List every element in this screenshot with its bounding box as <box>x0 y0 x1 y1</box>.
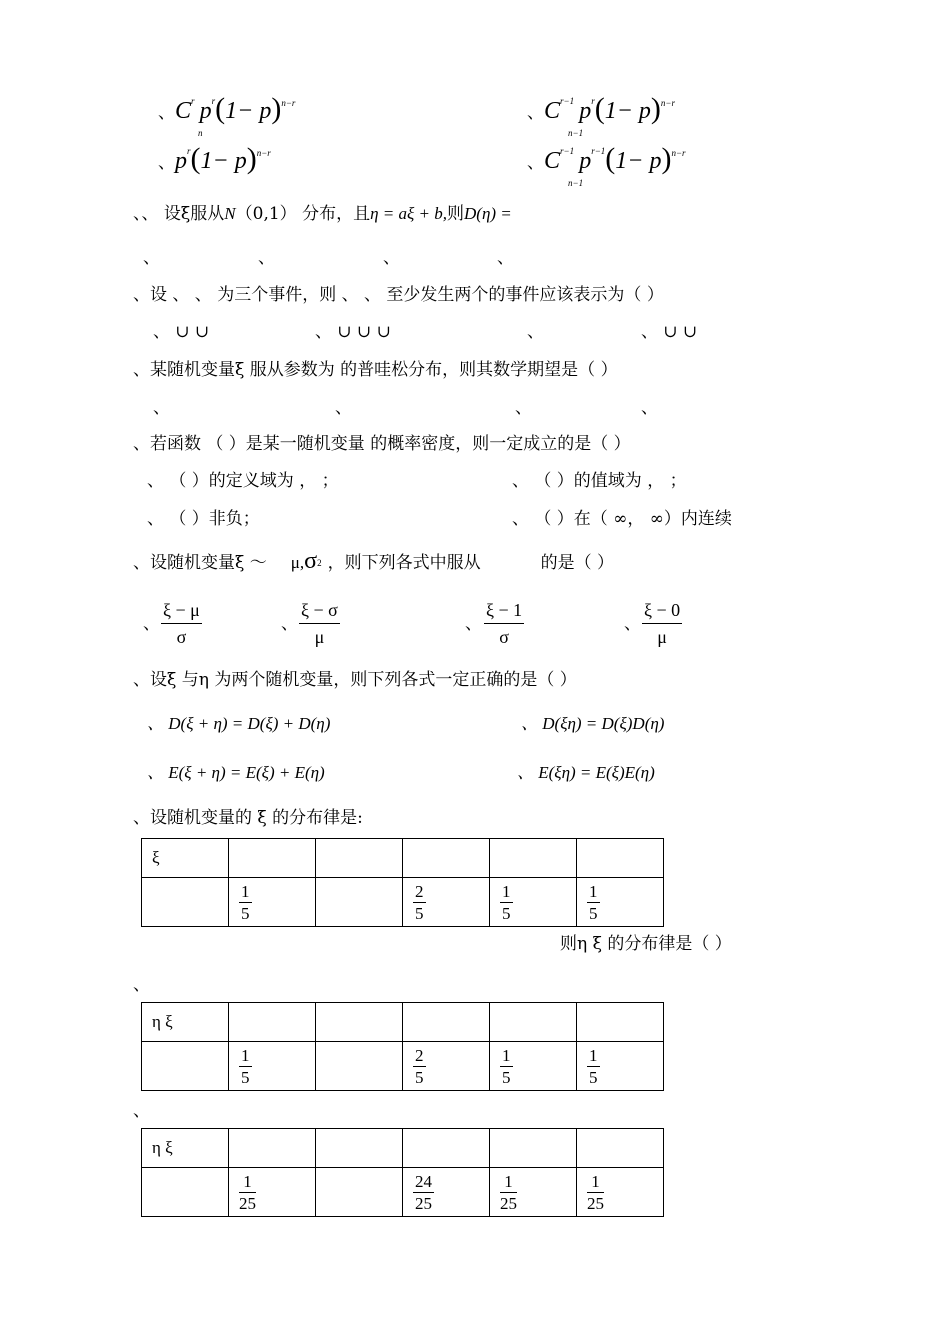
q5-option-d-mark: 、 <box>624 614 641 634</box>
q2-option-c: 、 <box>527 322 544 342</box>
math-p: p <box>175 148 187 174</box>
fraction-denominator: μ <box>314 627 325 647</box>
fraction-numerator: 2 <box>415 881 424 901</box>
q4-option-c: 、 （ ）非负； <box>147 509 260 529</box>
q1-stem <box>133 204 512 224</box>
q6-option-a: 、 D(ξ + η) = D(ξ) + D(η) <box>147 714 331 733</box>
q5-option-d-fraction <box>642 600 682 648</box>
q5-stem-sq: 2 <box>317 558 322 568</box>
table-cell <box>229 1129 316 1168</box>
q2-option-b: 、 ∪ ∪ ∪ <box>315 322 391 342</box>
table-cell <box>577 1003 664 1042</box>
q0-option-b: 、$C^{r-1}$ $p^r(1- p)^{n-r}$ <box>527 92 675 125</box>
table-cell <box>403 839 490 878</box>
math-sub: n−1 <box>568 178 584 188</box>
math-p: p <box>199 98 212 124</box>
fraction-denominator: μ <box>657 627 667 647</box>
fraction <box>413 1045 426 1088</box>
q5-option-b-mark: 、 <box>281 614 298 634</box>
table-prob-row <box>142 1168 664 1217</box>
table-header-row <box>142 1003 664 1042</box>
q3-stem: 、某随机变量ξ 服从参数为 的普哇松分布，则其数学期望是（ ） <box>133 360 618 380</box>
fraction-denominator: 5 <box>502 903 511 923</box>
fraction-denominator: 5 <box>502 1067 511 1087</box>
fraction-numerator: 24 <box>415 1171 432 1191</box>
fraction-numerator: 1 <box>241 881 250 901</box>
table-cell <box>490 1168 577 1217</box>
q1-option-c: 、 <box>383 248 400 268</box>
q7-option-b-table <box>141 1128 664 1217</box>
fraction-denominator: 5 <box>241 1067 250 1087</box>
fraction-numerator: 1 <box>500 1171 517 1193</box>
math-sup: r <box>187 146 191 156</box>
option-mark: 、 <box>527 103 544 123</box>
fraction-numerator: 1 <box>589 881 598 901</box>
table-cell <box>577 839 664 878</box>
q5-option-c-fraction <box>484 600 524 648</box>
table-cell <box>229 878 316 927</box>
table-cell <box>403 1003 490 1042</box>
q6-option-d: 、 E(ξη) = E(ξ)E(η) <box>517 763 655 782</box>
table-cell <box>490 1129 577 1168</box>
q6-stem: 、设ξ 与η 为两个随机变量，则下列各式一定正确的是（ ） <box>133 670 577 690</box>
fraction-numerator: 1 <box>502 881 511 901</box>
table-prob-row <box>142 878 664 927</box>
q3-option-b: 、 <box>335 398 352 418</box>
table-cell <box>490 1003 577 1042</box>
table-cell <box>229 1042 316 1091</box>
table-cell <box>577 878 664 927</box>
q7-option-b-mark: 、 <box>133 1101 150 1121</box>
q1-stem-D: D(η) = <box>464 204 512 223</box>
q1-stem-N: N <box>224 204 236 223</box>
q7-distribution-table <box>141 838 664 927</box>
math-exp: n−r <box>256 148 271 158</box>
q5-option-b-fraction <box>299 600 340 648</box>
q4-option-a: 、 （ ）的定义域为 ， ； <box>147 471 339 491</box>
math-sup: r <box>591 96 595 106</box>
table-cell <box>403 878 490 927</box>
q6-option-c: 、 E(ξ + η) = E(ξ) + E(η) <box>147 763 325 782</box>
q1-option-d: 、 <box>497 248 514 268</box>
table-cell <box>316 878 403 927</box>
math-sub: n−1 <box>568 128 584 138</box>
fraction-numerator: 1 <box>239 1171 256 1193</box>
math-sup: r <box>191 96 195 106</box>
q1-stem-mid: （0,1） 分布，且 <box>235 204 371 224</box>
table-header-row <box>142 1129 664 1168</box>
fraction <box>500 1045 513 1088</box>
q3-option-c: 、 <box>515 398 532 418</box>
q0-option-c: 、$p^r(1- p)^{n-r}$ <box>158 142 271 175</box>
q5-stem-mu: μ, <box>290 553 305 572</box>
option-mark: 、 <box>158 153 175 173</box>
math-sup: r−1 <box>560 96 575 106</box>
math-one-minus-p: 1− p <box>604 98 651 124</box>
table-cell <box>316 1168 403 1217</box>
option-mark: 、 <box>158 103 175 123</box>
fraction <box>413 881 426 924</box>
fraction-numerator: 1 <box>587 1171 604 1193</box>
q0-option-d: 、$C^{r-1}$ $p^{r-1}(1- p)^{n-r}$ <box>527 142 686 175</box>
table-cell <box>316 1129 403 1168</box>
q1-option-a: 、 <box>143 248 160 268</box>
fraction-numerator: ξ − 0 <box>642 600 682 624</box>
fraction-denominator: 25 <box>239 1193 256 1213</box>
q1-stem-then: 则 <box>447 204 464 224</box>
q3-option-d: 、 <box>641 398 658 418</box>
fraction-denominator: 5 <box>589 903 598 923</box>
table-cell <box>316 1042 403 1091</box>
q7-option-a-mark: 、 <box>133 975 150 995</box>
fraction <box>500 881 513 924</box>
table-cell <box>403 1168 490 1217</box>
fraction-denominator: σ <box>499 627 509 647</box>
fraction <box>239 881 252 924</box>
math-one-minus-p: 1− p <box>200 148 247 174</box>
fraction <box>500 1171 517 1214</box>
math-sup: r <box>211 96 216 106</box>
q5-stem-a: 、设随机变量ξ ～ <box>133 553 267 573</box>
fraction-denominator: 5 <box>415 903 424 923</box>
fraction <box>239 1171 256 1214</box>
math-sup: r−1 <box>560 146 575 156</box>
math-exp: n−r <box>671 148 686 158</box>
table-prob-row <box>142 1042 664 1091</box>
q5-stem-sigma: σ <box>304 548 318 574</box>
table-cell <box>142 878 229 927</box>
table-cell <box>142 1168 229 1217</box>
q5-stem-b: ，则下列各式中服从 <box>327 553 481 573</box>
q5-option-a-mark: 、 <box>143 614 160 634</box>
math-exp: n−r <box>281 98 296 108</box>
table-cell <box>490 878 577 927</box>
q7-option-a-table <box>141 1002 664 1091</box>
fraction <box>413 1171 434 1214</box>
q5-option-a-fraction <box>161 600 202 648</box>
math-exp: n−r <box>660 98 675 108</box>
fraction-numerator: ξ − μ <box>161 600 202 624</box>
fraction <box>587 881 600 924</box>
fraction-denominator: 5 <box>415 1067 424 1087</box>
math-C: C <box>544 148 561 174</box>
fraction <box>239 1045 252 1088</box>
q5-stem <box>133 548 614 575</box>
fraction-numerator: 1 <box>241 1045 250 1065</box>
q4-option-d: 、 （ ）在（ ∞， ∞）内连续 <box>512 509 732 529</box>
fraction-numerator: ξ − 1 <box>484 600 524 624</box>
table-cell <box>316 1003 403 1042</box>
table-cell <box>229 1168 316 1217</box>
q1-stem-formula: η = aξ + b, <box>370 204 447 223</box>
q6-option-b: 、 D(ξη) = D(ξ)D(η) <box>521 714 665 733</box>
table-cell <box>142 1042 229 1091</box>
fraction-denominator: 25 <box>587 1193 604 1213</box>
math-one-minus-p: 1− p <box>615 148 662 174</box>
q5-stem-c: 的是（ ） <box>540 553 614 573</box>
q7-then: 则η ξ 的分布律是（ ） <box>560 934 732 954</box>
table-cell <box>490 839 577 878</box>
table-cell: η ξ <box>142 1003 229 1042</box>
fraction-denominator: 5 <box>241 903 250 923</box>
fraction <box>587 1045 600 1088</box>
fraction-denominator: σ <box>176 627 187 647</box>
fraction-denominator: 5 <box>589 1067 598 1087</box>
table-cell <box>490 1042 577 1091</box>
fraction-numerator: 1 <box>589 1045 598 1065</box>
option-mark: 、 <box>527 153 544 173</box>
q1-stem-lead: 、、 设ξ服从 <box>133 204 225 224</box>
q3-option-a: 、 <box>153 398 170 418</box>
table-cell <box>577 1168 664 1217</box>
q1-option-b: 、 <box>258 248 275 268</box>
q2-option-a: 、 ∪ ∪ <box>153 322 210 342</box>
table-cell <box>403 1042 490 1091</box>
q0-option-a: 、$C^r$ $p^r(1- p)^{n-r}$ <box>158 92 296 125</box>
math-p: p <box>579 148 592 174</box>
q4-stem: 、若函数 （ ）是某一随机变量 的概率密度，则一定成立的是（ ） <box>133 434 631 454</box>
q7-stem: 、设随机变量的 ξ 的分布律是: <box>133 808 363 828</box>
math-C: C <box>175 98 192 124</box>
q5-option-c-mark: 、 <box>465 614 482 634</box>
fraction <box>587 1171 604 1214</box>
fraction-numerator: 1 <box>502 1045 511 1065</box>
table-cell <box>577 1042 664 1091</box>
table-cell <box>316 839 403 878</box>
math-C: C <box>544 98 561 124</box>
fraction-denominator: 25 <box>500 1193 517 1213</box>
fraction-numerator: ξ − σ <box>299 600 340 624</box>
table-cell: ξ <box>142 839 229 878</box>
table-cell <box>403 1129 490 1168</box>
math-sub: n <box>198 128 203 138</box>
table-cell: η ξ <box>142 1129 229 1168</box>
table-cell <box>229 839 316 878</box>
fraction-denominator: 25 <box>415 1193 432 1213</box>
q4-option-b: 、 （ ）的值域为 ， ； <box>512 471 687 491</box>
q2-option-d: 、 ∪ ∪ <box>641 322 698 342</box>
math-sup: r−1 <box>591 146 606 156</box>
table-cell <box>229 1003 316 1042</box>
table-header-row <box>142 839 664 878</box>
math-p: p <box>579 98 592 124</box>
table-cell <box>577 1129 664 1168</box>
math-one-minus-p: 1− p <box>225 98 272 124</box>
fraction-numerator: 2 <box>415 1045 424 1065</box>
q2-stem: 、设 、 、 为三个事件，则 、 、 至少发生两个的事件应该表示为（ ） <box>133 285 664 305</box>
